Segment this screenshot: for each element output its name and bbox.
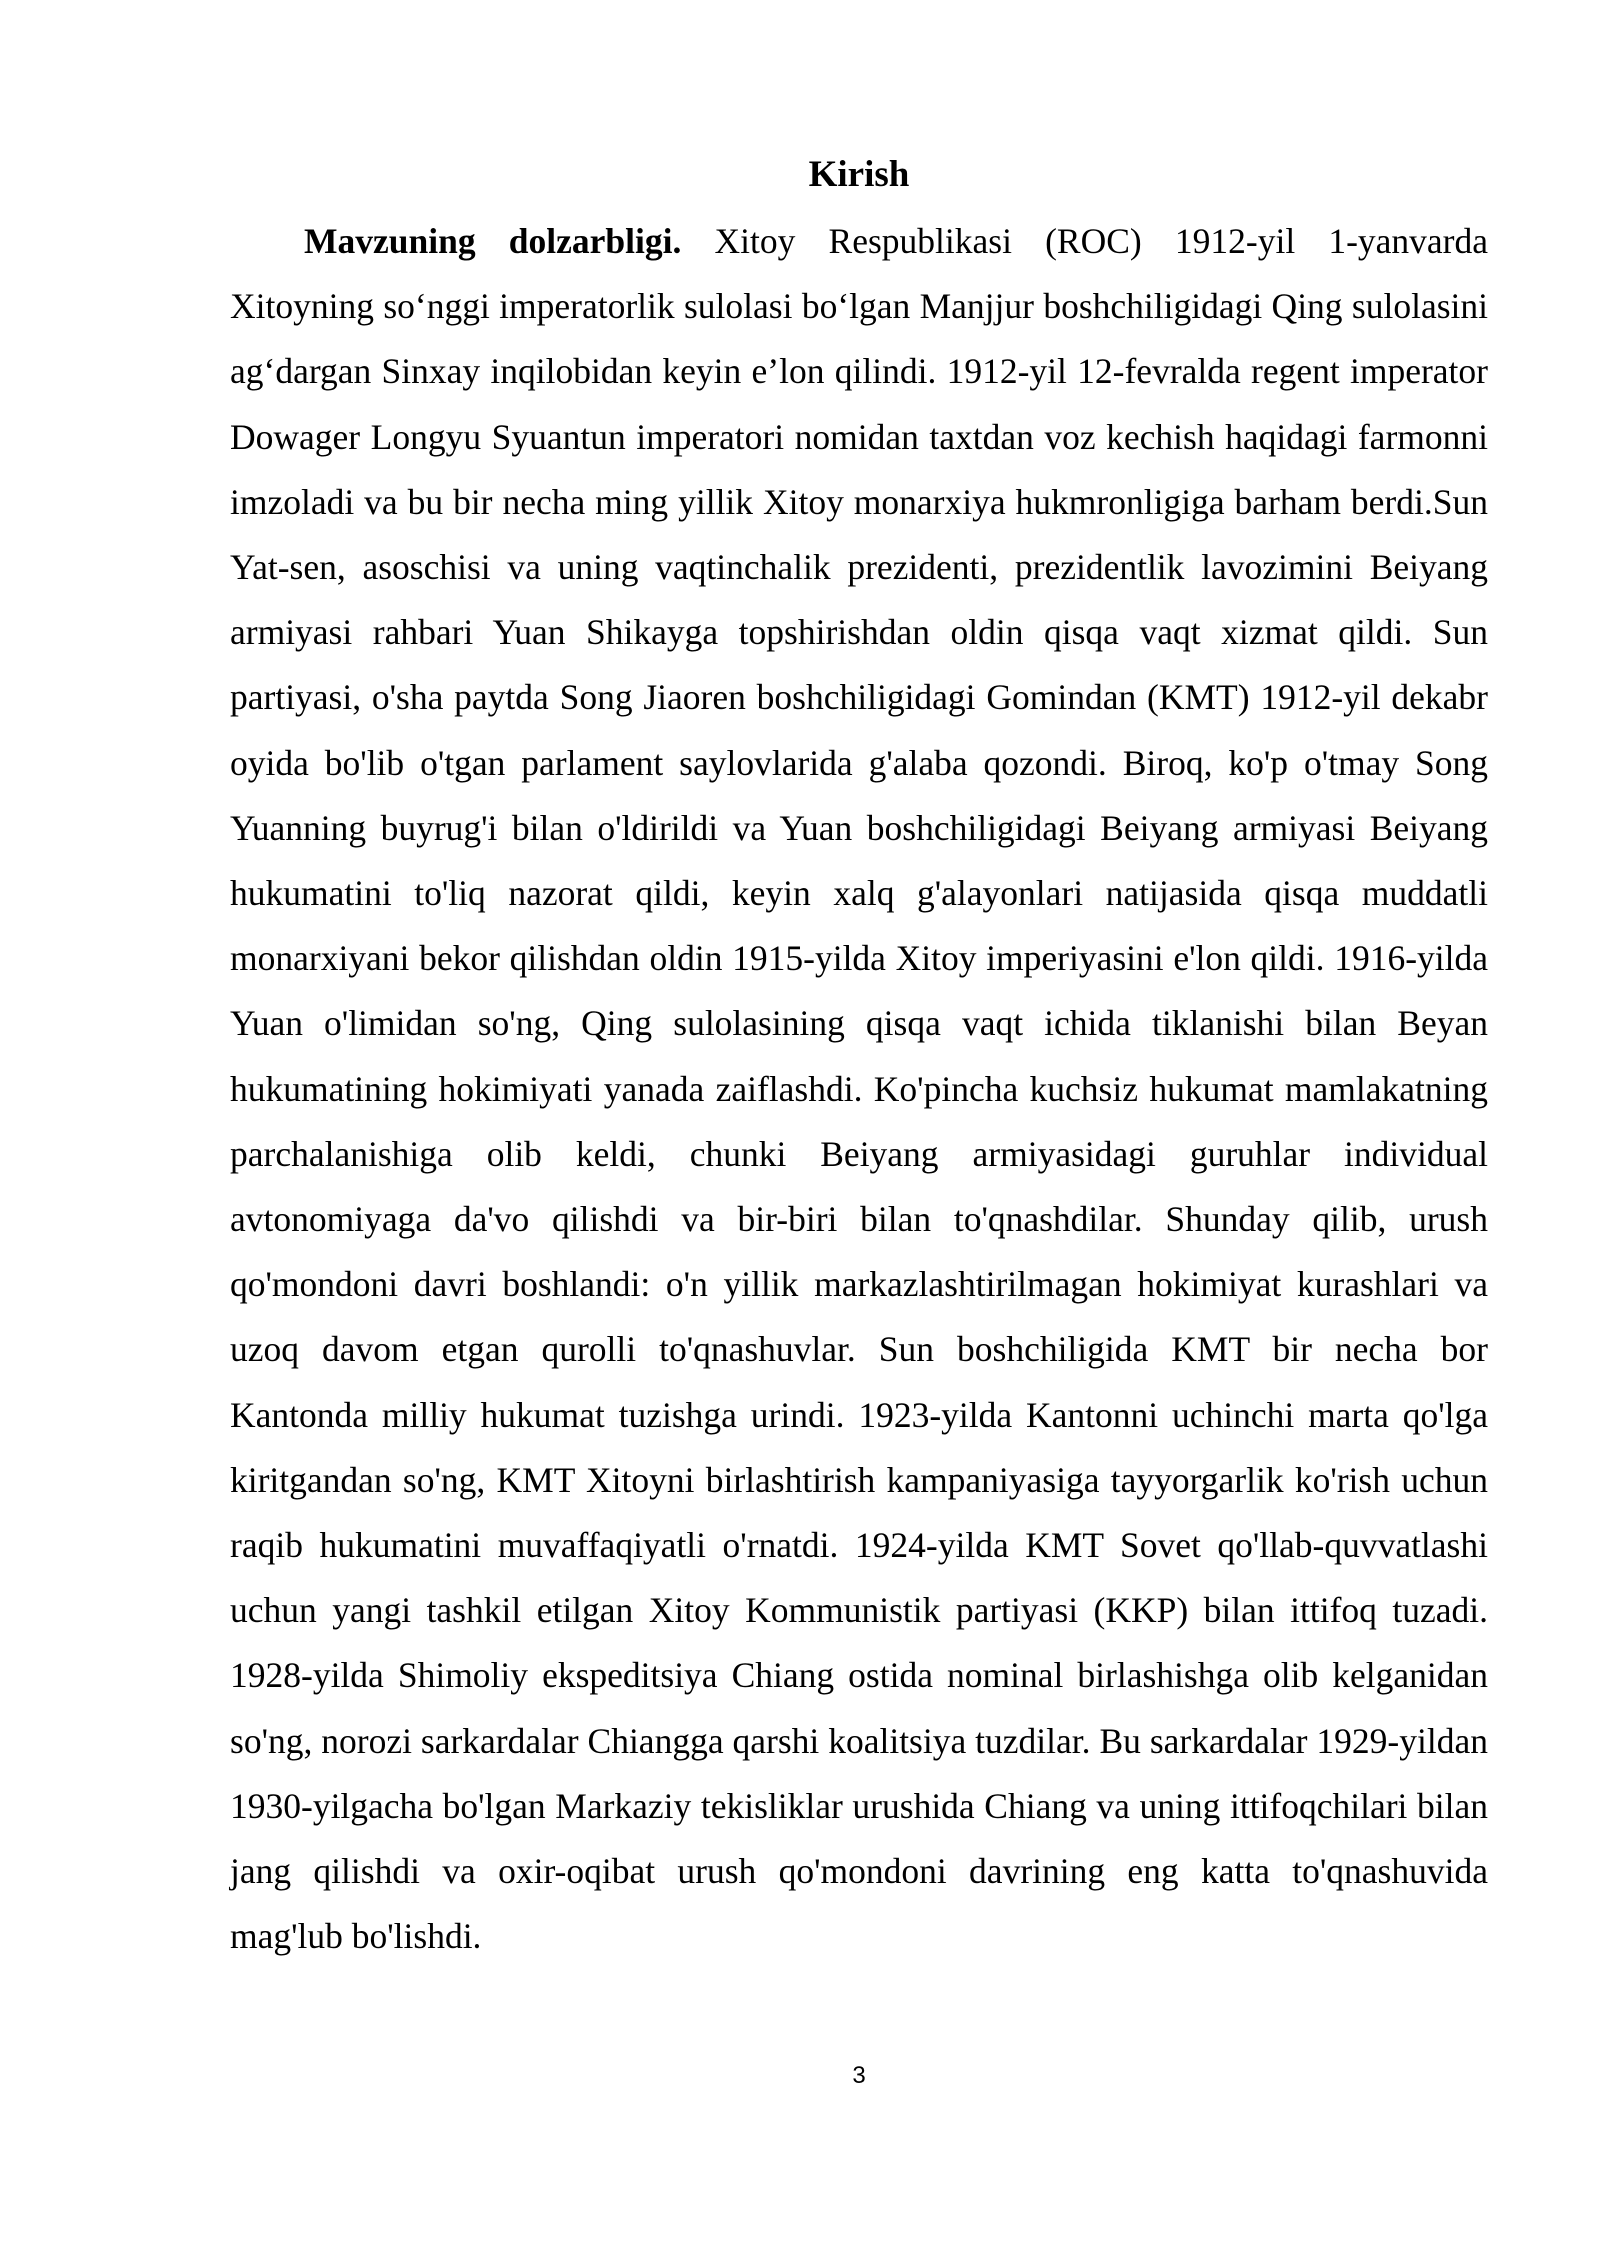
section-title: Kirish (808, 154, 910, 195)
page-number: 3 (852, 2062, 866, 2089)
paragraph-lead: Mavzuning dolzarbligi. (304, 221, 682, 261)
paragraph-text: Xitoy Respublikasi (ROC) 1912-yil 1-yanvarda Xitoyning so‘nggi imperatorlik sulolasi bo‘lgan Manjjur boshchiligidagi Qing sulolasini ag‘dargan Sinxay inqilobidan keyin e’lon qilindi. 1912-yil 12-fevralda regent imperator Dowager Longyu Syuantun imperatori nomidan taxtdan voz kechish haqidagi farmonni imzoladi va bu bir necha ming yillik Xitoy monarxiya hukmronligiga barham berdi.Sun Yat-sen, asoschisi va uning vaqtinchalik prezidenti, prezidentlik lavozimini Beiyang armiyasi rahbari Yuan Shikayga topshirishdan oldin qisqa vaqt xizmat qildi. Sun partiyasi, o'sha paytda Song Jiaoren boshchiligidagi Gomindan (KMT) 1912-yil dekabr oyida bo'lib o'tgan parlament saylovlarida g'alaba qozondi. Biroq, ko'p o'tmay Song Yuanning buyrug'i bilan o'ldirildi va Yuan boshchiligidagi Beiyang armiyasi Beiyang hukumatini to'liq nazorat qildi, keyin xalq g'alayonlari natijasida qisqa muddatli monarxiyani bekor qilishdan oldin 1915-yilda Xitoy imperiyasini e'lon qildi. 1916-yilda Yuan o'limidan so'ng, Qing sulolasining qisqa vaqt ichida tiklanishi bilan Beyan hukumatining hokimiyati yanada zaiflashdi. Ko'pincha kuchsiz hukumat mamlakatning parchalanishiga olib keldi, chunki Beiyang armiyasidagi guruhlar individual avtonomiyaga da'vo qilishdi va bir-biri bilan to'qnashdilar. Shunday qilib, urush qo'mondoni davri boshlandi: o'n yillik markazlashtirilmagan hokimiyat kurashlari va uzoq davom etgan qurolli to'qnashuvlar. Sun boshchiligida KMT bir necha bor Kantonda milliy hukumat tuzishga urindi. 1923-yilda Kantonni uchinchi marta qo'lga kiritgandan so'ng, KMT Xitoyni birlashtirish kampaniyasiga tayyorgarlik ko'rish uchun raqib hukumatini muvaffaqiyatli o'rnatdi. 1924-yilda KMT Sovet qo'llab-quvvatlashi uchun yangi tashkil etilgan Xitoy Kommunistik partiyasi (KKP) bilan ittifoq tuzadi. 1928-yilda Shimoliy ekspeditsiya Chiang ostida nominal birlashishga olib kelganidan so'ng, norozi sarkardalar Chiangga qarshi koalitsiya tuzdilar. Bu sarkardalar 1929-yildan 1930-yilgacha bo'lgan Markaziy tekisliklar urushida Chiang va uning ittifoqchilari bilan jang qilishdi va oxir-oqibat urush qo'mondoni davrining eng katta to'qnashuvida mag'lub bo'lishdi. (230, 221, 1488, 1957)
body-paragraph (230, 209, 1488, 1969)
